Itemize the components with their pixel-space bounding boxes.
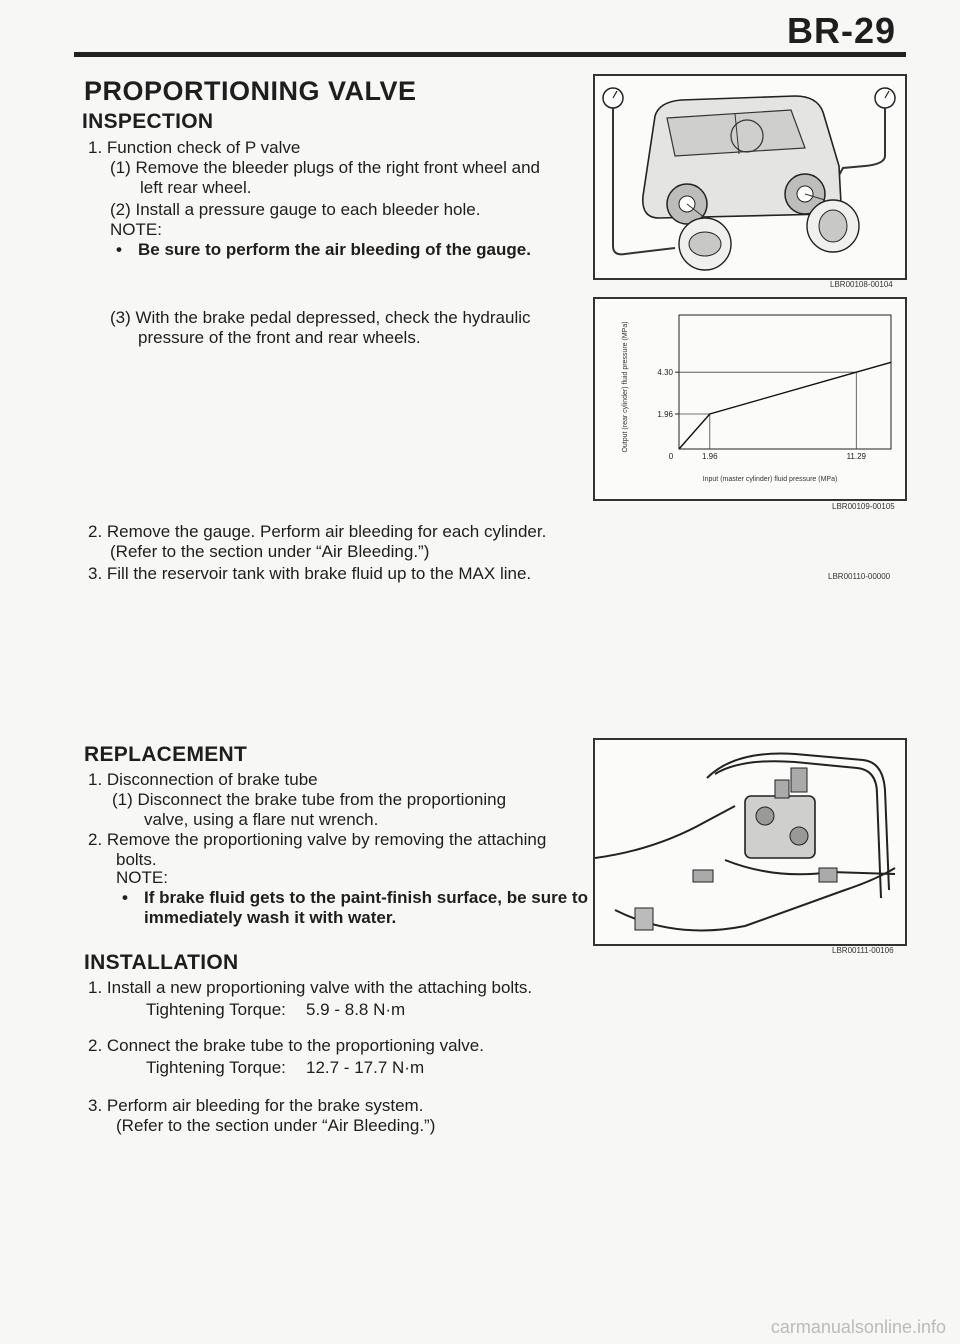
chart-x-tick-label: 1.96 <box>701 452 718 461</box>
replacement-note-a: • If brake fluid gets to the paint-finish surface, be sure to <box>144 888 588 908</box>
replacement-step-2b: bolts. <box>116 850 157 869</box>
inspection-step-1-sub-3b: pressure of the front and rear wheels. <box>138 328 421 347</box>
valve-illustration <box>595 740 905 944</box>
replacement-heading: REPLACEMENT <box>84 743 248 766</box>
replacement-step-2a: 2. Remove the proportioning valve by removing the attaching <box>88 830 547 849</box>
valve-body-icon <box>745 796 815 858</box>
figure-3-caption: LBR00110-00000 <box>828 572 891 581</box>
inspection-step-2b: (Refer to the section under “Air Bleeding.”) <box>110 542 430 561</box>
inspection-step-1-sub-3a: (3) With the brake pedal depressed, check the hydraulic <box>110 308 531 327</box>
figure-proportioning-valve <box>593 738 907 946</box>
figure-4-caption: LBR00111-00106 <box>832 946 894 955</box>
inspection-step-1-sub-1a: (1) Remove the bleeder plugs of the right front wheel and <box>110 158 540 177</box>
replacement-note-label: NOTE: <box>116 868 168 887</box>
installation-step-1: 1. Install a new proportioning valve with the attaching bolts. <box>88 978 533 997</box>
chart-series-line <box>679 362 891 449</box>
pressure-chart <box>595 299 905 499</box>
chart-x-tick-label: 11.29 <box>846 452 867 461</box>
inspection-step-1-sub-1b: left rear wheel. <box>140 178 252 197</box>
inspection-heading: INSPECTION <box>82 110 214 133</box>
chart-x-tick-label: 0 <box>668 452 674 461</box>
inspection-step-3: 3. Fill the reservoir tank with brake fluid up to the MAX line. <box>88 564 532 583</box>
page-title: PROPORTIONING VALVE <box>84 76 417 106</box>
chart-y-tick-label: 4.30 <box>657 368 673 378</box>
replacement-note-b: immediately wash it with water. <box>144 908 397 927</box>
chart-ylabel: Output (rear cylinder) fluid pressure (MPa) <box>622 321 629 453</box>
figure-1-caption: LBR00108-00104 <box>830 280 893 289</box>
replacement-step-1-sub-1b: valve, using a flare nut wrench. <box>144 810 379 829</box>
chart-y-tick-label: 1.96 <box>657 409 673 419</box>
chart-plot-frame <box>679 315 891 449</box>
header-rule <box>74 52 906 57</box>
inspection-note-text: • Be sure to perform the air bleeding of the gauge. <box>138 240 531 260</box>
inspection-step-1: 1. Function check of P valve <box>88 138 301 157</box>
figure-2-caption: LBR00109-00105 <box>832 502 895 511</box>
installation-torque-2-value: 12.7 - 17.7 N·m <box>306 1058 425 1077</box>
car-gauge-illustration <box>595 76 905 278</box>
figure-pressure-chart <box>593 297 907 501</box>
inspection-note-label: NOTE: <box>110 220 162 239</box>
installation-step-3a: 3. Perform air bleeding for the brake system. <box>88 1096 424 1115</box>
figure-gauge-installation <box>593 74 907 280</box>
inspection-step-2a: 2. Remove the gauge. Perform air bleeding for each cylinder. <box>88 522 547 541</box>
chart-xlabel: Input (master cylinder) fluid pressure (MPa) <box>702 476 838 483</box>
replacement-step-1: 1. Disconnection of brake tube <box>88 770 318 789</box>
watermark: carmanualsonline.info <box>770 1317 946 1337</box>
inspection-step-1-sub-2: (2) Install a pressure gauge to each bleeder hole. <box>110 200 481 219</box>
installation-torque-1-label: Tightening Torque: <box>146 1000 286 1019</box>
page-number: BR-29 <box>786 10 896 51</box>
installation-step-2: 2. Connect the brake tube to the proportioning valve. <box>88 1036 484 1055</box>
replacement-step-1-sub-1a: (1) Disconnect the brake tube from the proportioning <box>112 790 507 809</box>
installation-heading: INSTALLATION <box>84 951 239 974</box>
installation-step-3b: (Refer to the section under “Air Bleeding.”) <box>116 1116 436 1135</box>
installation-torque-1-value: 5.9 - 8.8 N·m <box>306 1000 406 1019</box>
installation-torque-2-label: Tightening Torque: <box>146 1058 286 1077</box>
